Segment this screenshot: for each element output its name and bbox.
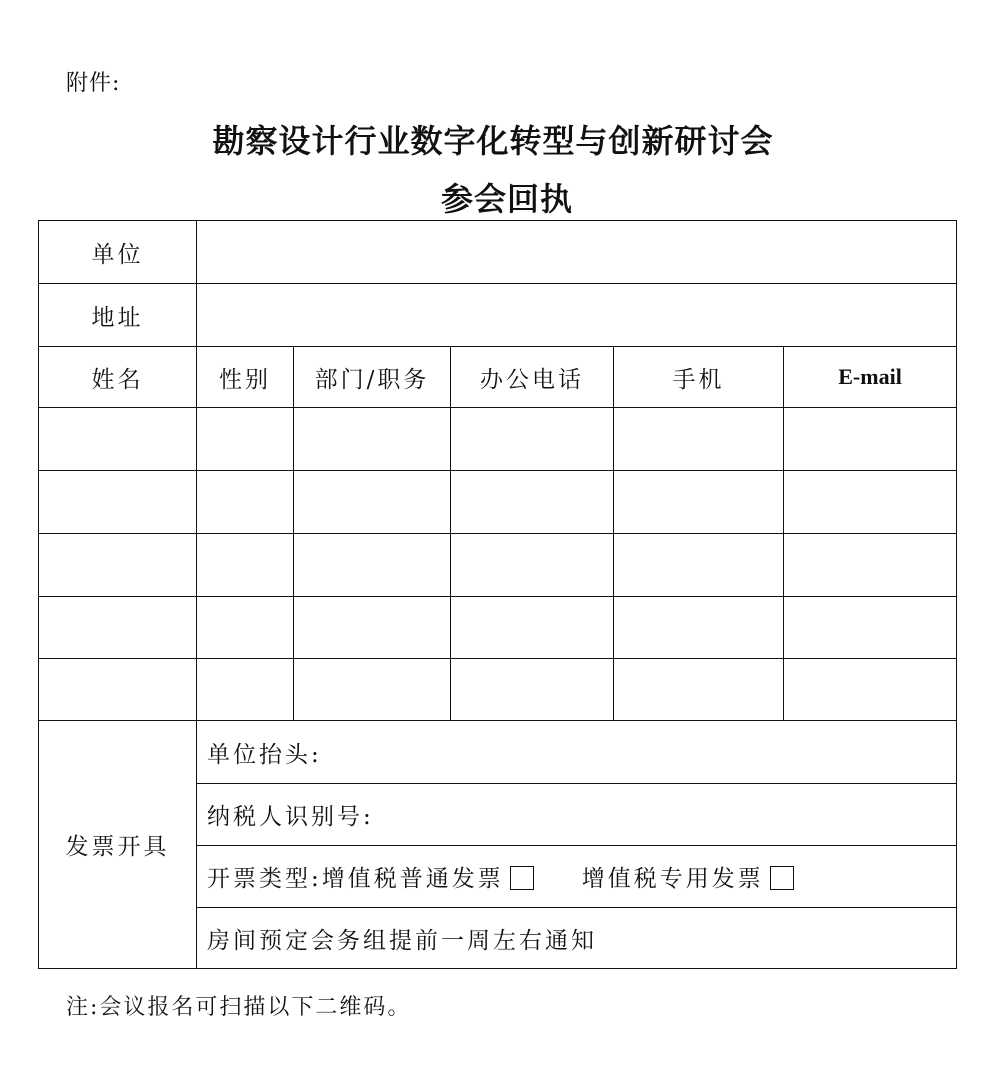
unit-label: 单位: [39, 221, 197, 284]
document-subtitle: 参会回执: [440, 180, 573, 218]
attendee-gender-cell[interactable]: [197, 408, 294, 471]
attendee-name-cell[interactable]: [39, 408, 197, 471]
attendee-department-cell[interactable]: [294, 597, 451, 659]
attendee-row: [39, 534, 957, 597]
document-title: 勘察设计行业数字化转型与创新研讨会: [212, 122, 774, 160]
attendee-office-phone-cell[interactable]: [451, 597, 614, 659]
attendee-department-cell[interactable]: [294, 659, 451, 721]
attendee-office-phone-cell[interactable]: [451, 408, 614, 471]
attendee-name-cell[interactable]: [39, 471, 197, 534]
address-field[interactable]: [197, 284, 957, 347]
invoice-option-general-label: 增值税普通发票: [321, 866, 504, 892]
column-header-mobile: 手机: [614, 347, 784, 408]
attendee-name-cell[interactable]: [39, 597, 197, 659]
column-header-email: E-mail: [784, 347, 957, 408]
column-header-office-phone: 办公电话: [451, 347, 614, 408]
attendee-office-phone-cell[interactable]: [451, 659, 614, 721]
invoice-unit-header-label: 单位抬头:: [207, 741, 322, 768]
attendee-gender-cell[interactable]: [197, 471, 294, 534]
column-header-gender: 性别: [197, 347, 294, 408]
invoice-option-special-label: 增值税专用发票: [581, 866, 764, 892]
invoice-type-label: 开票类型:: [207, 866, 322, 892]
attendee-department-cell[interactable]: [294, 534, 451, 597]
invoice-tax-id-label: 纳税人识别号:: [207, 804, 374, 830]
unit-field[interactable]: [197, 221, 957, 284]
unit-row: [39, 221, 957, 284]
address-label: 地址: [39, 284, 197, 347]
attendee-department-cell[interactable]: [294, 408, 451, 471]
attendee-gender-cell[interactable]: [197, 597, 294, 659]
attendee-department-cell[interactable]: [294, 471, 451, 534]
attendee-gender-cell[interactable]: [197, 659, 294, 721]
attendee-row: [39, 408, 957, 471]
invoice-unit-header-row: [39, 721, 957, 784]
invoice-section-label: 发票开具: [39, 721, 197, 969]
attendee-mobile-cell[interactable]: [614, 659, 784, 721]
footer-note: 注:会议报名可扫描以下二维码。: [66, 995, 412, 1020]
invoice-type-cell: [197, 846, 957, 908]
invoice-tax-id-field[interactable]: [197, 784, 957, 846]
column-header-name: 姓名: [39, 347, 197, 408]
attendee-office-phone-cell[interactable]: [451, 534, 614, 597]
address-row: [39, 284, 957, 347]
attendee-mobile-cell[interactable]: [614, 597, 784, 659]
attendee-email-cell[interactable]: [784, 534, 957, 597]
attendee-office-phone-cell[interactable]: [451, 471, 614, 534]
attendee-row: [39, 659, 957, 721]
registration-form-table: [38, 220, 957, 969]
attendee-gender-cell[interactable]: [197, 534, 294, 597]
attendee-email-cell[interactable]: [784, 659, 957, 721]
attendee-email-cell[interactable]: [784, 471, 957, 534]
attachment-label: 附件:: [66, 71, 121, 96]
attendee-email-cell[interactable]: [784, 597, 957, 659]
attendee-mobile-cell[interactable]: [614, 408, 784, 471]
attendee-name-cell[interactable]: [39, 534, 197, 597]
column-header-department-title: 部门/职务: [294, 347, 451, 408]
invoice-general-checkbox[interactable]: [510, 866, 534, 890]
invoice-unit-header-field[interactable]: [197, 721, 957, 784]
attendee-mobile-cell[interactable]: [614, 534, 784, 597]
attendee-row: [39, 597, 957, 659]
invoice-special-checkbox[interactable]: [770, 866, 794, 890]
attendee-name-cell[interactable]: [39, 659, 197, 721]
column-header-row: [39, 347, 957, 408]
room-booking-note: 房间预定会务组提前一周左右通知: [197, 908, 957, 969]
attendee-row: [39, 471, 957, 534]
attendee-mobile-cell[interactable]: [614, 471, 784, 534]
attendee-email-cell[interactable]: [784, 408, 957, 471]
